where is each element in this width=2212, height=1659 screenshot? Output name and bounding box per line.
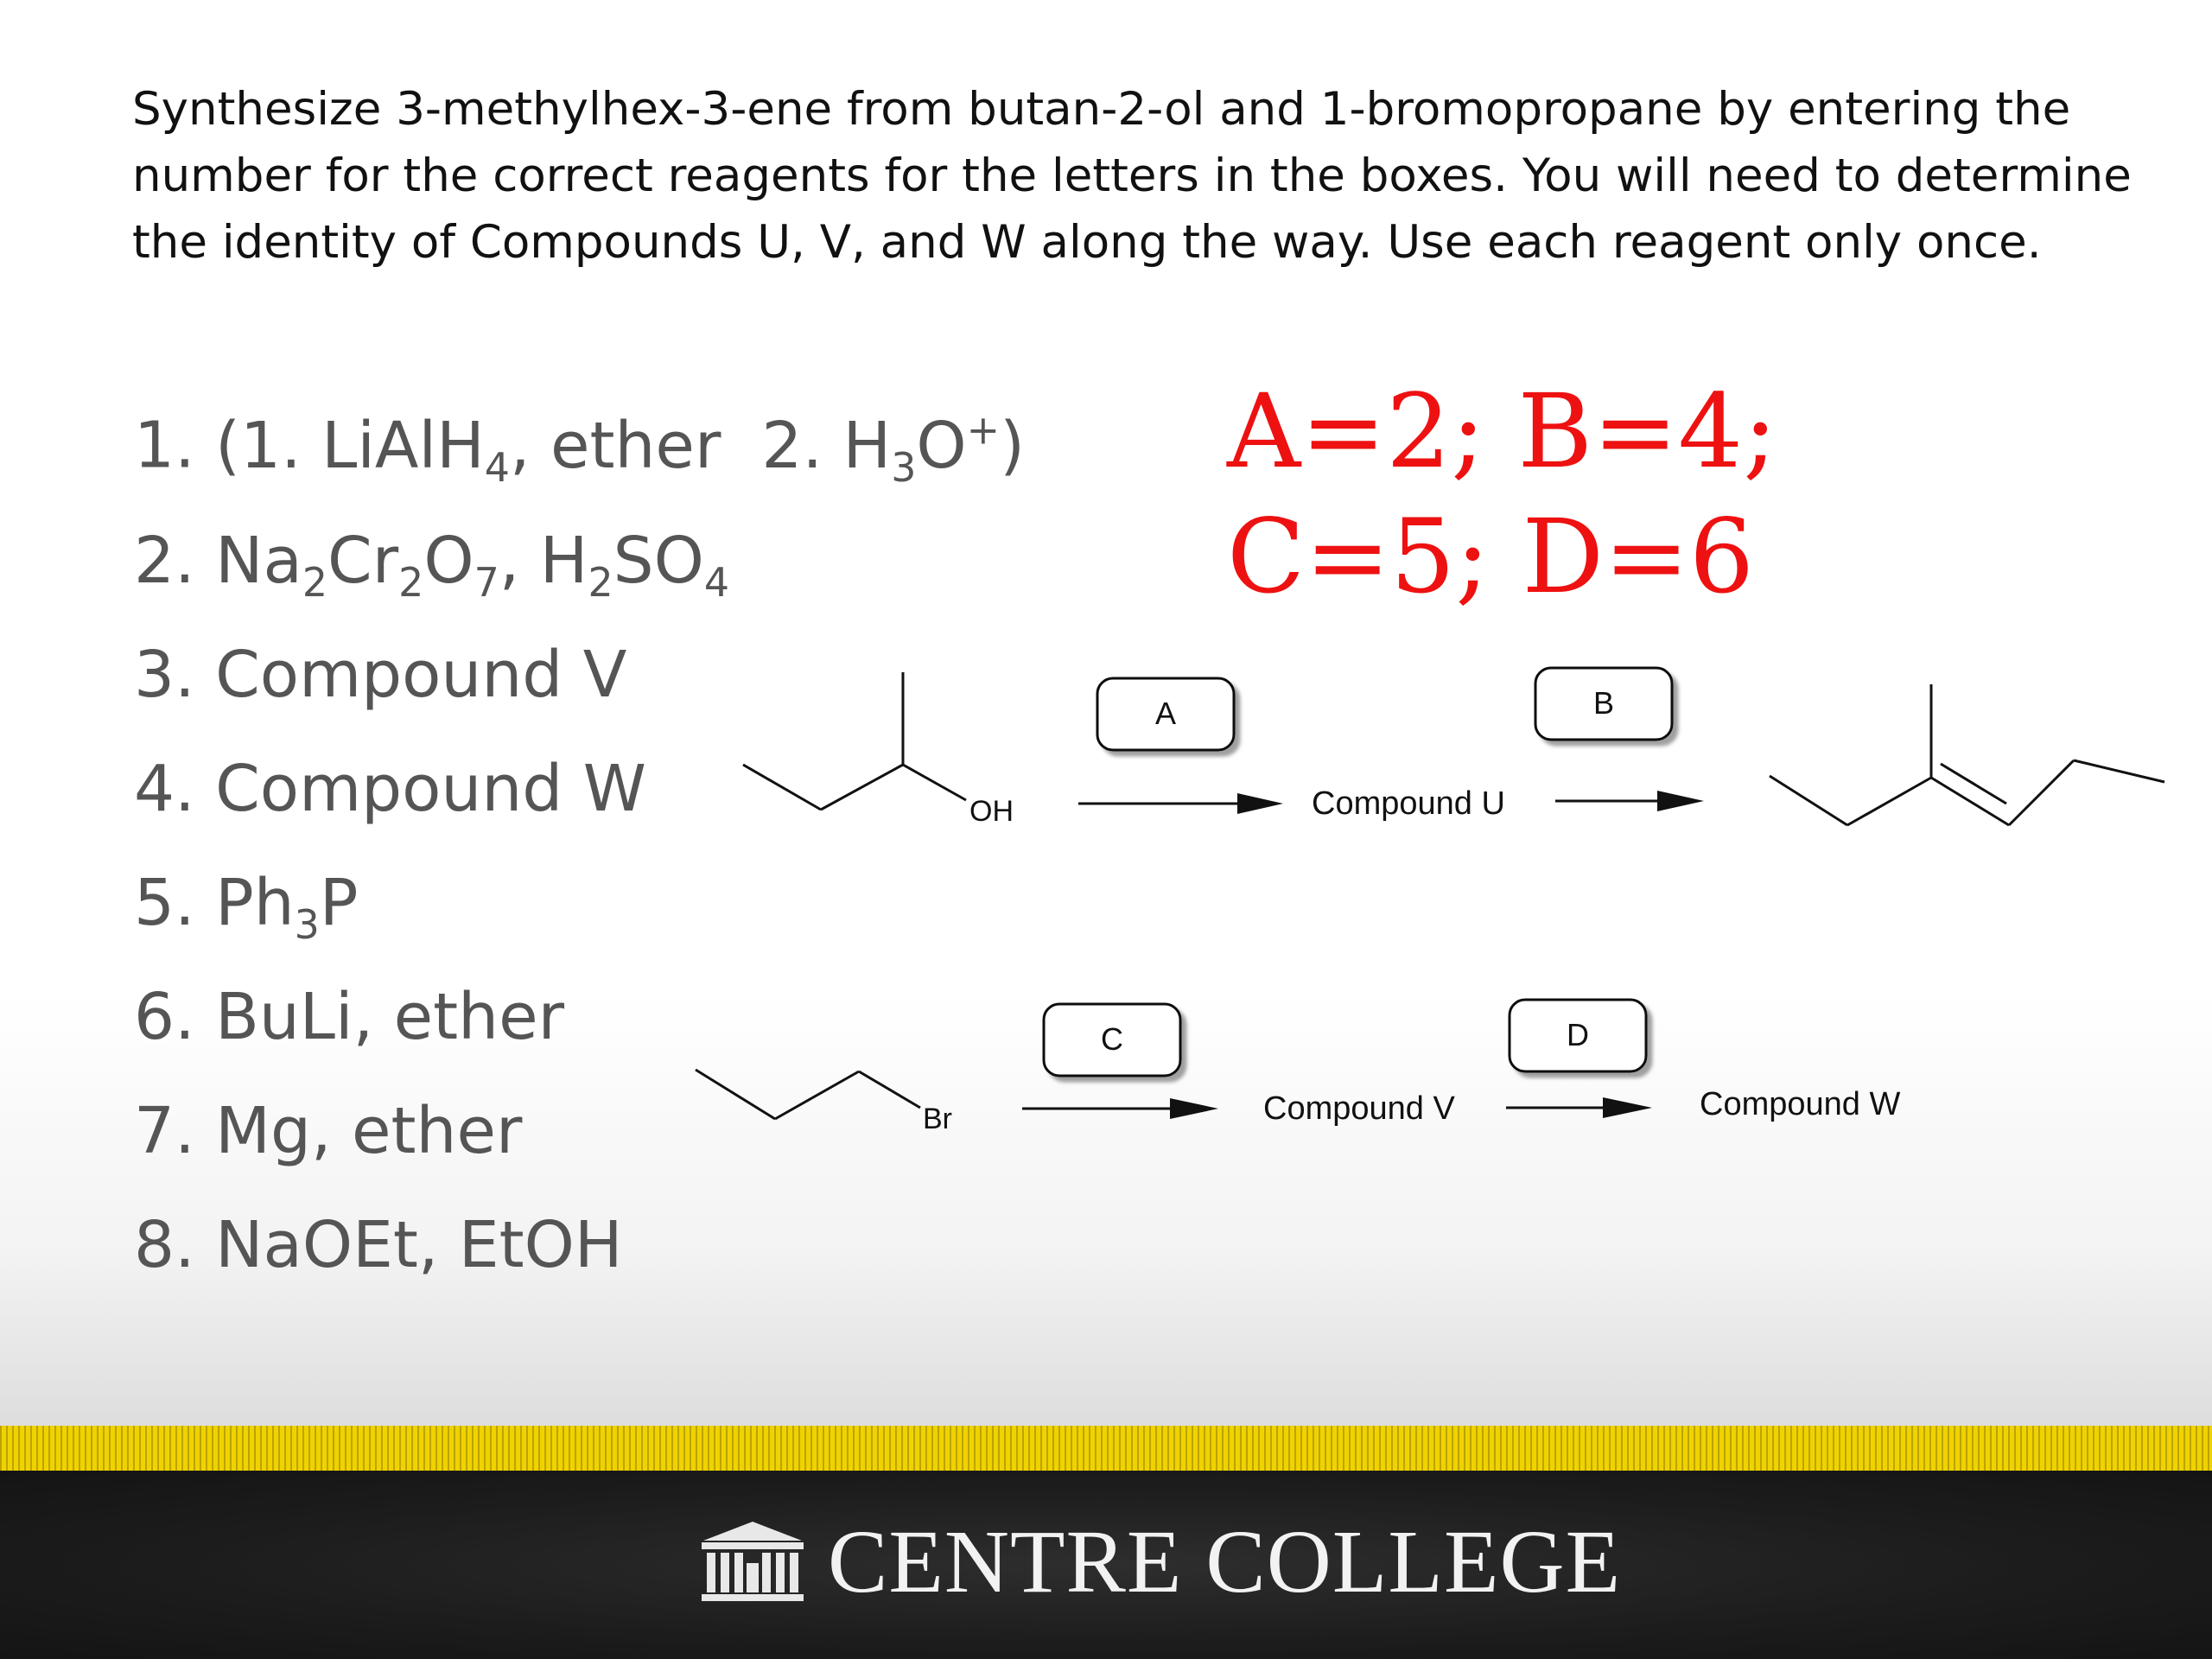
box-a-label: A [1154,696,1177,731]
bromine-label: Br [923,1103,952,1135]
reaction-arrow-2 [1555,791,1704,811]
reagent-8-text: NaOEt, EtOH [215,1208,623,1282]
reagent-box-b[interactable] [1535,668,1672,740]
box-d-label: D [1567,1017,1589,1052]
reagent-2-number: 2. [134,524,195,598]
box-c-label: C [1101,1021,1123,1057]
reagent-3-number: 3. [134,638,195,712]
reagent-4-number: 4. [134,752,195,826]
reagent-6-number: 6. [134,980,195,1054]
box-b-label: B [1592,685,1615,721]
logo-text: CENTRE COLLEGE [828,1511,1622,1611]
answer-line-1: A=2; B=4; [1227,372,1777,491]
reaction-arrow-1 [1078,793,1283,814]
reagent-box-a[interactable] [1097,678,1234,750]
hydroxyl-label: OH [969,795,1014,828]
reagent-5-text: $Ph_3P$ [215,866,359,949]
reagent-3-text: Compound V [215,638,627,712]
1-bromopropane-structure [696,1070,920,1119]
compound-u-label: Compound U [1312,785,1505,822]
reagent-5-number: 5. [134,866,195,940]
building-icon [700,1518,805,1605]
reagent-box-c[interactable] [1044,1004,1180,1076]
compound-v-label: Compound V [1263,1090,1455,1127]
footer-gold-stripe [0,1426,2212,1471]
reagent-8-number: 8. [134,1208,195,1282]
answer-line-2: C=5; D=6 [1227,497,1755,616]
reaction-arrow-3 [1022,1098,1218,1119]
reagent-7-number: 7. [134,1094,195,1168]
problem-statement: Synthesize 3-methylhex-3-ene from butan-2-ol and 1-bromopropane by entering the number for the correct reagents for the letters in the boxes. You will need to determine the identity of Compounds U, V, and W along the way. Use each reagent only once. [132,83,2132,269]
reagent-7-text: Mg, ether [215,1094,523,1168]
reagent-1-number: 1. [134,408,195,483]
butan-2-ol-structure [743,672,966,810]
product-alkene-structure [1770,684,2164,825]
reagent-2-text: $Na_2Cr_2O_7$, $H_2SO_4$ [215,524,730,607]
reagent-1-text: (1. LiAlH$_4$, ether 2. $H_3O^+$) [215,406,1025,491]
compound-w-label: Compound W [1700,1086,1901,1122]
reagent-6-text: BuLi, ether [215,980,565,1054]
reagent-box-d[interactable] [1510,1000,1646,1071]
centre-college-logo [700,1511,1622,1611]
reagent-4-text: Compound W [215,752,646,826]
reaction-arrow-4 [1506,1097,1652,1118]
